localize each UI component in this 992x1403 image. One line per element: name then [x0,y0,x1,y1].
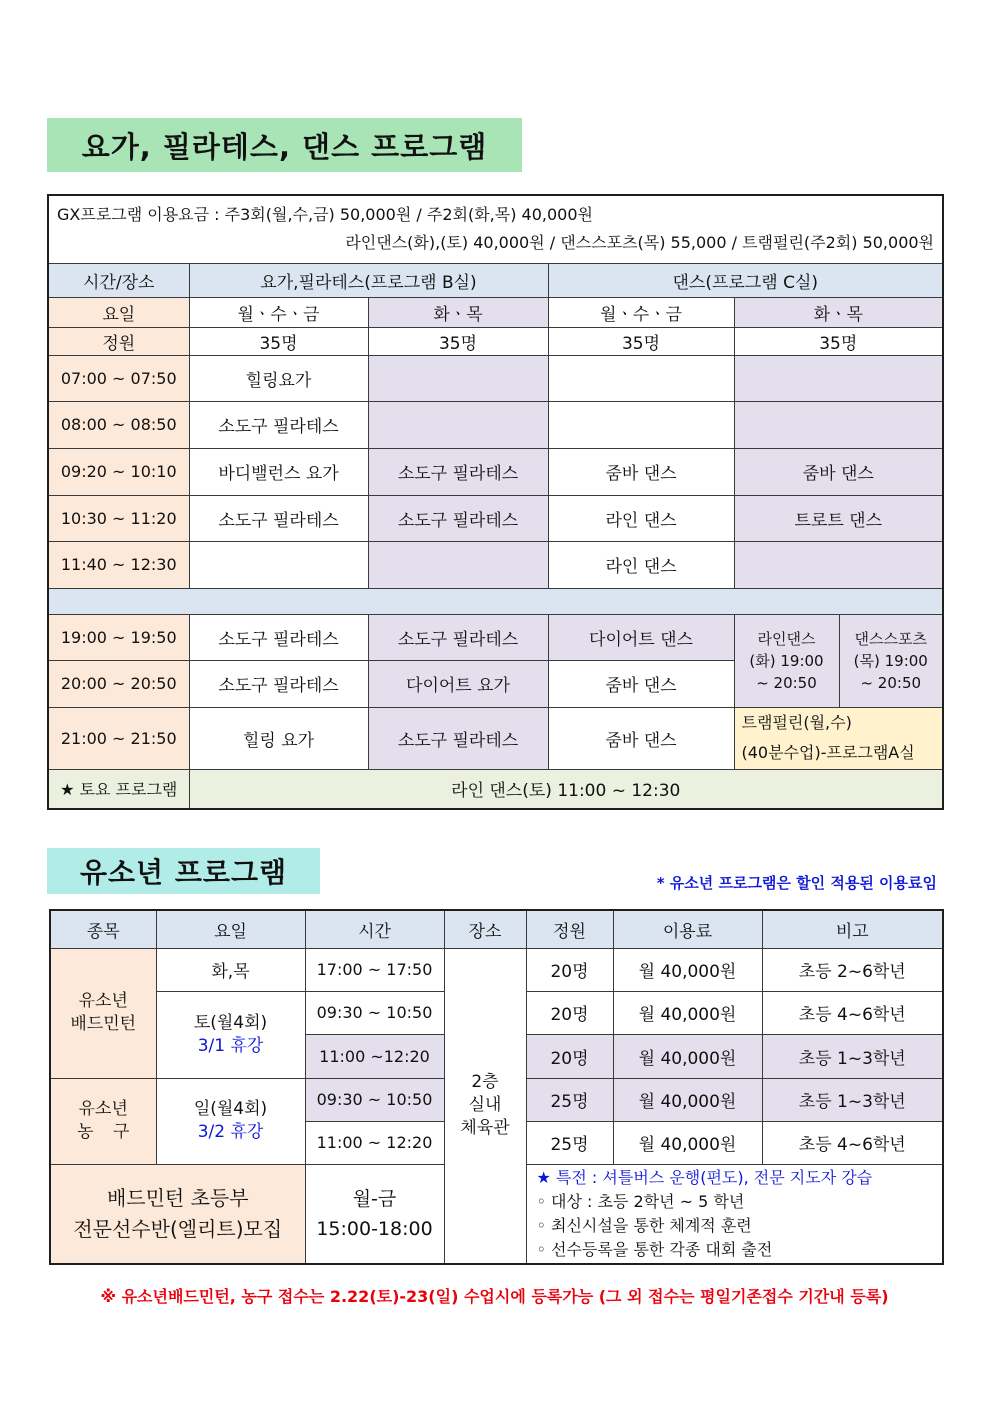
class-capacity: 25명 [526,1078,613,1121]
class-room-c-tt [734,355,943,401]
elite-benefit-training: ◦ 최신시설을 통한 체계적 훈련 [536,1215,752,1235]
class-capacity: 20명 [526,991,613,1034]
capacity-label: 정원 [48,327,189,355]
class-room-c-mwf [548,401,734,448]
time-slot: 21:00 ~ 21:50 [48,707,189,769]
place-line1: 2층 [471,1072,499,1093]
trampoline-days: 트램펄린(월,수) [741,713,852,732]
class-room-b-tt: 소도구 필라테스 [368,707,548,769]
class-room-c-mwf: 다이어트 댄스 [548,614,734,660]
header-room-b: 요가,필라테스(프로그램 B실) [189,263,548,297]
sport-basketball-line2: 농 구 [77,1122,130,1142]
discount-note: * 유소년 프로그램은 할인 적용된 이용료임 [656,874,937,892]
time-slot: 11:40 ~ 12:30 [48,541,189,588]
class-capacity: 20명 [526,1034,613,1078]
header-time-place: 시간/장소 [48,263,189,297]
line-dance-evening-start: (화) 19:00 [749,651,824,670]
time-slot: 20:00 ~ 20:50 [48,660,189,707]
time-slot: 07:00 ~ 07:50 [48,355,189,401]
fee-line-gx: GX프로그램 이용요금 : 주3회(월,수,금) 50,000원 / 주2회(화,목) 40,000원 [57,205,593,225]
line-dance-evening-end: ~ 20:50 [756,673,817,692]
elite-schedule-hours: 15:00-18:00 [316,1217,433,1240]
class-room-c-mwf: 줌바 댄스 [548,448,734,495]
class-capacity: 20명 [526,948,613,991]
class-room-c-mwf: 줌바 댄스 [548,707,734,769]
capacity-room-c-tt: 35명 [734,327,943,355]
class-room-b-tt: 다이어트 요가 [368,660,548,707]
class-remarks: 초등 1~3학년 [762,1034,943,1078]
class-room-b-mwf: 바디밸런스 요가 [189,448,368,495]
class-room-b-mwf: 소도구 필라테스 [189,614,368,660]
gx-section-title: 요가, 필라테스, 댄스 프로그램 [47,118,522,172]
class-room-b-mwf: 소도구 필라테스 [189,401,368,448]
class-remarks: 초등 4~6학년 [762,1121,943,1164]
class-room-c-tt [734,541,943,588]
class-day-sunday-cell [156,1078,305,1164]
place-line2: 실내 [468,1095,502,1116]
capacity-room-b-mwf: 35명 [189,327,368,355]
header-room-c: 댄스(프로그램 C실) [548,263,943,297]
day-room-b-tt: 화ㆍ목 [368,297,548,327]
dance-sport-evening-name: 댄스스포츠 [854,629,927,648]
elite-benefit-perks: ★ 특전 : 셔틀버스 운행(편도), 전문 지도자 강습 [536,1167,873,1187]
gx-schedule-table [47,194,944,810]
dance-sport-evening-end: ~ 20:50 [860,673,922,692]
elite-benefit-competition: ◦ 선수등록을 통한 각종 대회 출전 [536,1239,773,1259]
class-room-b-mwf: 소도구 필라테스 [189,495,368,541]
class-fee: 월 40,000원 [613,948,762,991]
fee-info-cell [48,195,943,263]
class-room-b-tt [368,355,548,401]
elite-schedule [305,1164,444,1264]
class-room-c-mwf: 라인 댄스 [548,495,734,541]
fee-line-special: 라인댄스(화),(토) 40,000원 / 댄스스포츠(목) 55,000 / 트램펄린(주2회) 50,000원 [345,233,935,253]
col-header-remarks: 비고 [762,910,943,948]
class-room-c-mwf: 라인 댄스 [548,541,734,588]
registration-notice: ※ 유소년배드민턴, 농구 접수는 2.22(토)-23(일) 수업시에 등록가능 (그 외 접수는 평일기존접수 기간내 등록) [100,1287,889,1306]
dance-sport-evening-start: (목) 19:00 [853,651,928,670]
col-header-place: 장소 [444,910,526,948]
trampoline-cell [734,707,943,769]
col-header-day: 요일 [156,910,305,948]
elite-schedule-days: 월-금 [352,1187,397,1210]
trampoline-details: (40분수업)-프로그램A실 [741,743,915,762]
class-capacity: 25명 [526,1121,613,1164]
class-time: 11:00 ~12:20 [305,1034,444,1078]
class-fee: 월 40,000원 [613,991,762,1034]
class-time: 17:00 ~ 17:50 [305,948,444,991]
capacity-room-b-tt: 35명 [368,327,548,355]
sport-basketball-line1: 유소년 [78,1099,128,1119]
time-slot: 10:30 ~ 11:20 [48,495,189,541]
class-time: 11:00 ~ 12:20 [305,1121,444,1164]
day-room-c-mwf: 월ㆍ수ㆍ금 [548,297,734,327]
class-room-c-tt: 줌바 댄스 [734,448,943,495]
time-slot: 19:00 ~ 19:50 [48,614,189,660]
class-room-b-tt [368,401,548,448]
class-room-c-tt [734,401,943,448]
capacity-room-c-mwf: 35명 [548,327,734,355]
class-room-c-mwf: 줌바 댄스 [548,660,734,707]
class-fee: 월 40,000원 [613,1121,762,1164]
col-header-time: 시간 [305,910,444,948]
class-room-c-tt: 트로트 댄스 [734,495,943,541]
col-header-capacity: 정원 [526,910,613,948]
sport-badminton-line2: 배드민턴 [70,1014,137,1034]
line-dance-evening-name: 라인댄스 [757,629,816,648]
place-cell [444,948,526,1264]
elite-program-name-line2: 전문선수반(엘리트)모집 [73,1216,283,1241]
youth-section-title: 유소년 프로그램 [47,848,320,894]
closure-notice: 3/2 휴강 [197,1122,264,1142]
class-day: 토(월4회) [193,1012,268,1033]
line-dance-evening-cell [734,614,839,707]
elite-benefit-target: ◦ 대상 : 초등 2학년 ~ 5 학년 [536,1191,745,1211]
class-room-b-tt: 소도구 필라테스 [368,614,548,660]
break-divider-row [48,588,943,614]
class-remarks: 초등 4~6학년 [762,991,943,1034]
elite-program-name [50,1164,305,1264]
class-day: 일(월4회) [193,1099,268,1119]
youth-program-table [49,909,944,1265]
elite-program-name-line1: 배드민턴 초등부 [106,1185,249,1210]
class-room-b-mwf: 힐링요가 [189,355,368,401]
class-room-b-tt: 소도구 필라테스 [368,495,548,541]
class-room-b-tt [368,541,548,588]
class-day: 화,목 [156,948,305,991]
sport-badminton-cell [50,948,156,1078]
closure-notice: 3/1 휴강 [197,1035,264,1056]
col-header-sport: 종목 [50,910,156,948]
class-fee: 월 40,000원 [613,1034,762,1078]
place-line3: 체육관 [460,1118,510,1139]
time-slot: 08:00 ~ 08:50 [48,401,189,448]
class-time: 09:30 ~ 10:50 [305,1078,444,1121]
day-room-c-tt: 화ㆍ목 [734,297,943,327]
saturday-program: 라인 댄스(토) 11:00 ~ 12:30 [189,769,943,809]
time-slot: 09:20 ~ 10:10 [48,448,189,495]
day-label: 요일 [48,297,189,327]
class-room-b-tt: 소도구 필라테스 [368,448,548,495]
class-time: 09:30 ~ 10:50 [305,991,444,1034]
elite-benefits [526,1164,943,1264]
class-room-c-mwf [548,355,734,401]
dance-sport-evening-cell [839,614,943,707]
col-header-fee: 이용료 [613,910,762,948]
class-fee: 월 40,000원 [613,1078,762,1121]
class-remarks: 초등 1~3학년 [762,1078,943,1121]
day-room-b-mwf: 월ㆍ수ㆍ금 [189,297,368,327]
class-room-b-mwf: 힐링 요가 [189,707,368,769]
class-day-saturday-cell [156,991,305,1078]
class-room-b-mwf: 소도구 필라테스 [189,660,368,707]
sport-basketball-cell [50,1078,156,1164]
sport-badminton-line1: 유소년 [78,991,128,1011]
class-remarks: 초등 2~6학년 [762,948,943,991]
class-room-b-mwf [189,541,368,588]
saturday-label: ★ 토요 프로그램 [48,769,189,809]
